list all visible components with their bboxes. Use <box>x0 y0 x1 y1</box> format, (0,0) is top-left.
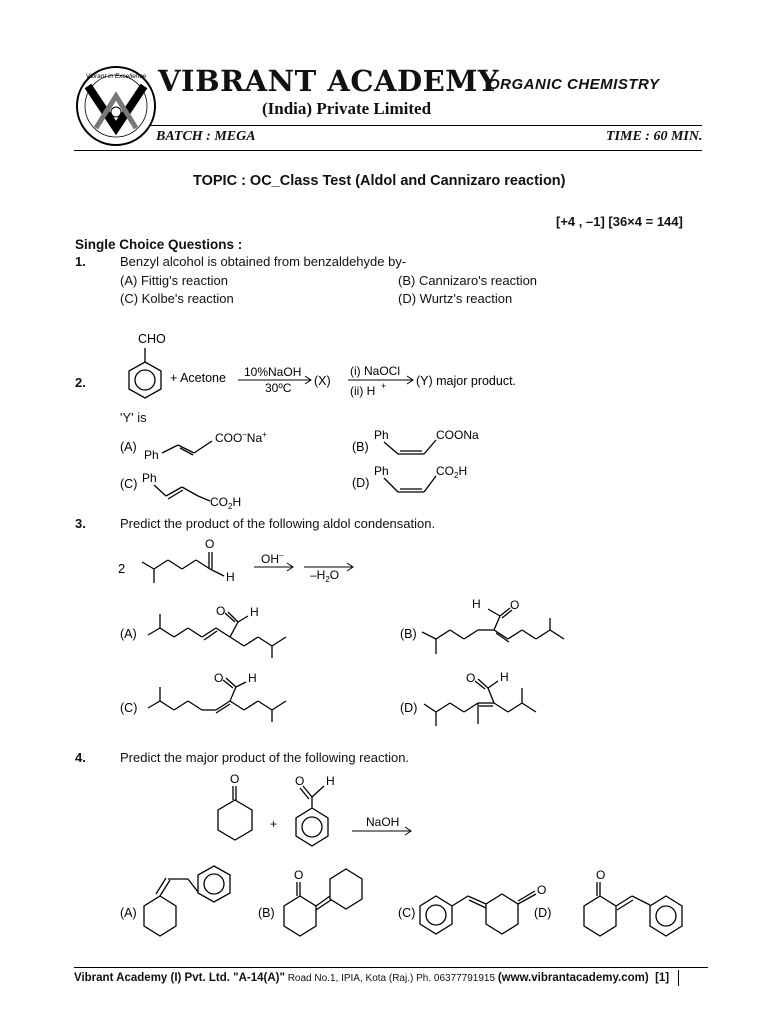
option-b[interactable]: (B) Cannizaro's reaction <box>398 273 538 288</box>
y-is-label: 'Y' is <box>120 410 147 425</box>
option-label: (B) <box>352 440 369 454</box>
logo-text: Vibrant in Excellence <box>85 73 147 80</box>
option-a[interactable] <box>118 426 288 466</box>
acetone-label: + Acetone <box>170 371 226 385</box>
section-title: Single Choice Questions : <box>75 237 243 252</box>
intermediate-x: (X) <box>314 374 331 388</box>
reagent-acid: (ii) H <box>350 384 376 398</box>
question-text: Predict the product of the following aldol condensation. <box>120 516 436 531</box>
reagent-temp: 30ºC <box>265 381 292 395</box>
footer-website[interactable]: (www.vibrantacademy.com) <box>497 972 649 984</box>
option-label: (B) <box>400 627 417 641</box>
question-number: 4. <box>75 750 86 765</box>
ph-label: Ph <box>374 428 389 442</box>
question-number: 3. <box>75 516 86 531</box>
option-label: (C) <box>120 477 138 491</box>
ph-label: Ph <box>374 464 389 478</box>
header-rule-top <box>150 125 702 126</box>
option-a[interactable] <box>118 600 318 660</box>
oxygen-label: O <box>205 537 215 551</box>
hydrogen-label: H <box>472 597 481 611</box>
product-y: (Y) major product. <box>416 374 517 388</box>
oxygen-label: O <box>295 774 305 788</box>
footer-address: Road No.1, IPIA, Kota (Raj.) Ph. 06377791915 <box>284 973 498 984</box>
option-label: (A) <box>120 906 137 920</box>
footer-rule <box>74 967 708 968</box>
option-b[interactable] <box>398 596 598 662</box>
reagent-naoh: 10%NaOH <box>244 365 302 379</box>
reagent-naocl: (i) NaOCl <box>350 364 400 378</box>
ph-label: Ph <box>142 471 157 485</box>
oxygen-label: O <box>466 671 476 685</box>
option-label: (C) <box>398 906 416 920</box>
oxygen-label: O <box>230 772 240 786</box>
option-c[interactable] <box>118 468 288 512</box>
ph-label: Ph <box>144 448 159 462</box>
oxygen-label: O <box>294 868 304 882</box>
option-label: (D) <box>400 701 418 715</box>
question-number: 2. <box>75 375 86 390</box>
aldol-reaction-scheme <box>116 536 376 586</box>
plus-sign: + <box>270 817 278 831</box>
hydrogen-label: H <box>500 670 509 684</box>
hydrogen-label: H <box>248 672 257 685</box>
group-label: COO–Na+ <box>215 430 267 445</box>
oxygen-label: O <box>216 604 226 618</box>
academy-logo <box>74 64 158 148</box>
hydrogen-label: H <box>250 605 259 619</box>
group-label: COONa <box>436 428 479 442</box>
hydrogen-label: H <box>226 570 235 584</box>
subject-title: ORGANIC CHEMISTRY <box>488 76 660 93</box>
question-text: Benzyl alcohol is obtained from benzaldehyde by- <box>120 254 407 269</box>
option-b[interactable] <box>256 852 386 942</box>
batch-label: BATCH : MEGA <box>156 129 256 144</box>
group-label: $CO_2H$ <box>210 495 242 511</box>
topic-title: TOPIC : OC_Class Test (Aldol and Cannizaro reaction) <box>193 173 566 189</box>
question-text: Predict the major product of the following reaction. <box>120 750 410 765</box>
footer-divider <box>678 970 679 986</box>
oxygen-label: O <box>510 598 520 612</box>
header-rule-bottom <box>74 150 702 151</box>
option-label: (D) <box>534 906 552 920</box>
footer-company: Vibrant Academy (I) Pvt. Ltd. "A-14(A)" <box>74 972 285 984</box>
option-d[interactable]: (D) Wurtz's reaction <box>398 291 513 306</box>
option-c[interactable]: (C) Kolbe's reaction <box>120 291 234 306</box>
oxygen-label: O <box>537 883 547 897</box>
time-label: TIME : 60 MIN. <box>606 129 703 144</box>
cho-label: CHO <box>138 332 166 346</box>
group-label: $CO_2H$ <box>436 464 468 480</box>
option-label: (D) <box>352 476 370 490</box>
brand-subtitle: (India) Private Limited <box>262 99 432 118</box>
oxygen-label: O <box>214 672 224 685</box>
option-label: (B) <box>258 906 275 920</box>
oxygen-label: O <box>596 868 606 882</box>
coefficient: 2 <box>118 561 126 576</box>
reagent-oh: OH– <box>261 551 284 566</box>
reagent-acid-sup: + <box>381 381 387 391</box>
option-a[interactable]: (A) Fittig's reaction <box>120 273 228 288</box>
page-number: [1] <box>655 972 670 984</box>
brand-name: VIBRANT ACADEMY <box>158 64 499 98</box>
option-a[interactable] <box>118 854 248 944</box>
hydrogen-label: H <box>326 774 335 788</box>
reagent-water: $-H_2O$ <box>310 568 340 584</box>
option-d[interactable] <box>398 666 598 736</box>
option-label: (A) <box>120 440 137 454</box>
option-label: (A) <box>120 627 137 641</box>
marking-scheme: [+4 , –1] [36×4 = 144] <box>556 214 683 229</box>
cyclohexanone-benzaldehyde-scheme <box>200 770 430 850</box>
option-d[interactable] <box>532 854 712 944</box>
option-d[interactable] <box>350 460 520 502</box>
benzaldehyde-reaction-scheme <box>110 328 530 408</box>
option-c[interactable] <box>118 672 318 732</box>
question-number: 1. <box>75 254 86 269</box>
option-label: (C) <box>120 701 138 715</box>
footer <box>74 972 669 984</box>
reagent-naoh: NaOH <box>366 815 400 829</box>
